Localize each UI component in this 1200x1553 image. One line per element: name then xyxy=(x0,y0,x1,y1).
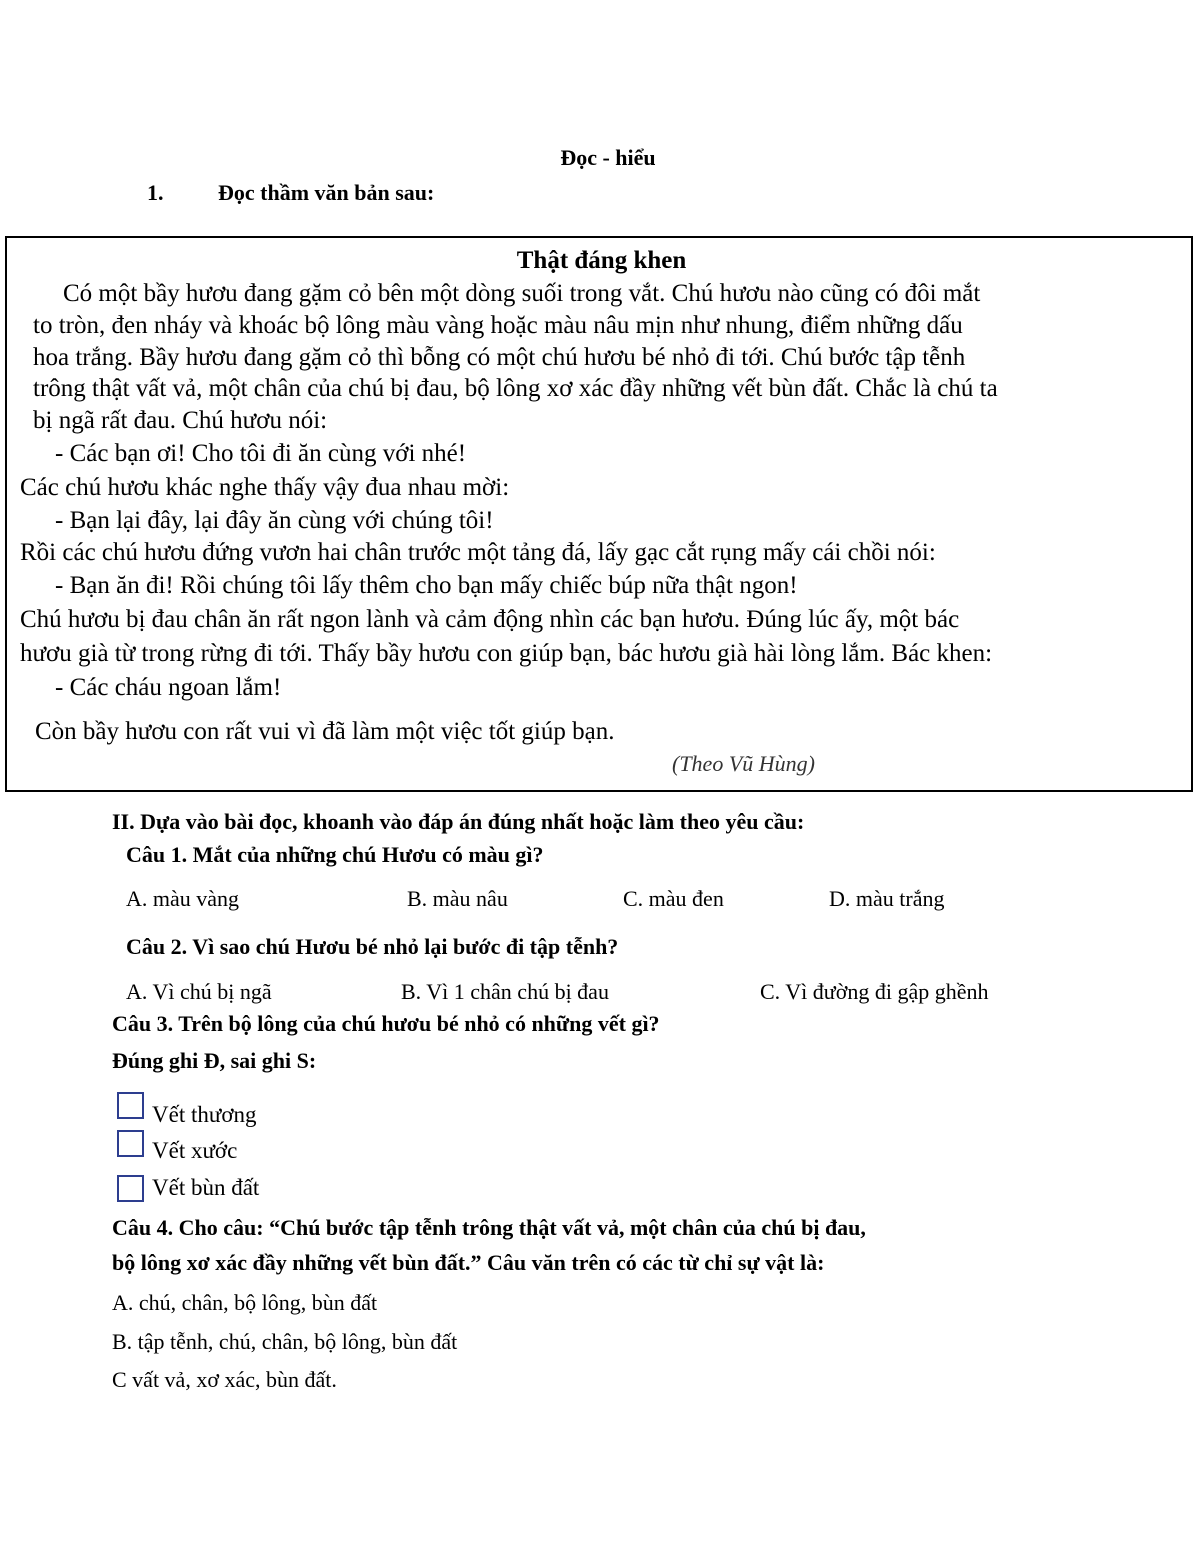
q3-item-label: Vết bùn đất xyxy=(152,1175,260,1200)
q3-checkbox-2[interactable] xyxy=(117,1130,144,1157)
section-1-heading: Đọc thầm văn bản sau: xyxy=(218,180,435,205)
story-line: Còn bầy hươu con rất vui vì đã làm một việc tốt giúp bạn. xyxy=(35,718,615,745)
q1-option-a[interactable]: A. màu vàng xyxy=(126,886,240,911)
story-line: trông thật vất vả, một chân của chú bị đau, bộ lông xơ xác đầy những vết bùn đất. Chắc là chú ta xyxy=(33,375,998,402)
question-3-instruction: Đúng ghi Đ, sai ghi S: xyxy=(112,1048,317,1073)
q3-item-label: Vết xước xyxy=(152,1138,238,1163)
story-dialogue-line: - Bạn lại đây, lại đây ăn cùng với chúng tôi! xyxy=(55,507,494,534)
q3-item-label: Vết thương xyxy=(152,1102,257,1127)
q1-option-c[interactable]: C. màu đen xyxy=(623,886,724,911)
story-line: Chú hươu bị đau chân ăn rất ngon lành và cảm động nhìn các bạn hươu. Đúng lúc ấy, một bác xyxy=(20,606,960,633)
question-4-line-2: bộ lông xơ xác đầy những vết bùn đất.” Câu văn trên có các từ chỉ sự vật là: xyxy=(112,1250,825,1275)
section-2-heading: II. Dựa vào bài đọc, khoanh vào đáp án đúng nhất hoặc làm theo yêu cầu: xyxy=(112,809,805,834)
story-title: Thật đáng khen xyxy=(516,247,687,274)
q1-option-b[interactable]: B. màu nâu xyxy=(407,886,508,911)
q2-option-a[interactable]: A. Vì chú bị ngã xyxy=(126,979,272,1004)
q2-option-c[interactable]: C. Vì đường đi gập ghềnh xyxy=(760,979,989,1004)
question-2: Câu 2. Vì sao chú Hươu bé nhỏ lại bước đi tập tễnh? xyxy=(126,934,619,959)
page-title: Đọc - hiểu xyxy=(560,145,656,170)
q1-option-d[interactable]: D. màu trắng xyxy=(829,886,945,911)
story-line: Các chú hươu khác nghe thấy vậy đua nhau mời: xyxy=(20,474,510,501)
story-dialogue-line: - Các bạn ơi! Cho tôi đi ăn cùng với nhé! xyxy=(55,440,467,467)
story-line: bị ngã rất đau. Chú hươu nói: xyxy=(33,407,328,434)
q3-checkbox-1[interactable] xyxy=(117,1092,144,1119)
story-line: hươu già từ trong rừng đi tới. Thấy bầy hươu con giúp bạn, bác hươu già hài lòng lắm. Bác khen: xyxy=(20,640,993,667)
story-line: to tròn, đen nháy và khoác bộ lông màu vàng hoặc màu nâu mịn như nhung, điểm những dấu xyxy=(33,312,963,339)
story-line: Rồi các chú hươu đứng vươn hai chân trước một tảng đá, lấy gạc cắt rụng mấy cái chồi nói: xyxy=(20,539,936,566)
q4-option-c[interactable]: C vất vả, xơ xác, bùn đất. xyxy=(112,1367,337,1392)
section-1-number: 1. xyxy=(147,180,164,205)
story-dialogue-line: - Các cháu ngoan lắm! xyxy=(55,674,282,701)
question-3: Câu 3. Trên bộ lông của chú hươu bé nhỏ có những vết gì? xyxy=(112,1011,660,1036)
q3-checkbox-3[interactable] xyxy=(117,1175,144,1202)
story-line: hoa trắng. Bầy hươu đang gặm cỏ thì bỗng có một chú hươu bé nhỏ đi tới. Chú bước tập tễnh xyxy=(33,344,966,371)
q4-option-b[interactable]: B. tập tễnh, chú, chân, bộ lông, bùn đất xyxy=(112,1329,458,1354)
q4-option-a[interactable]: A. chú, chân, bộ lông, bùn đất xyxy=(112,1290,378,1315)
story-line: Có một bầy hươu đang gặm cỏ bên một dòng suối trong vắt. Chú hươu nào cũng có đôi mắt xyxy=(63,280,981,307)
q2-option-b[interactable]: B. Vì 1 chân chú bị đau xyxy=(401,979,609,1004)
story-credit: (Theo Vũ Hùng) xyxy=(672,751,815,776)
question-1: Câu 1. Mắt của những chú Hươu có màu gì? xyxy=(126,842,544,867)
question-4-line-1: Câu 4. Cho câu: “Chú bước tập tễnh trông thật vất vả, một chân của chú bị đau, xyxy=(112,1215,866,1240)
story-dialogue-line: - Bạn ăn đi! Rồi chúng tôi lấy thêm cho bạn mấy chiếc búp nữa thật ngon! xyxy=(55,572,798,599)
